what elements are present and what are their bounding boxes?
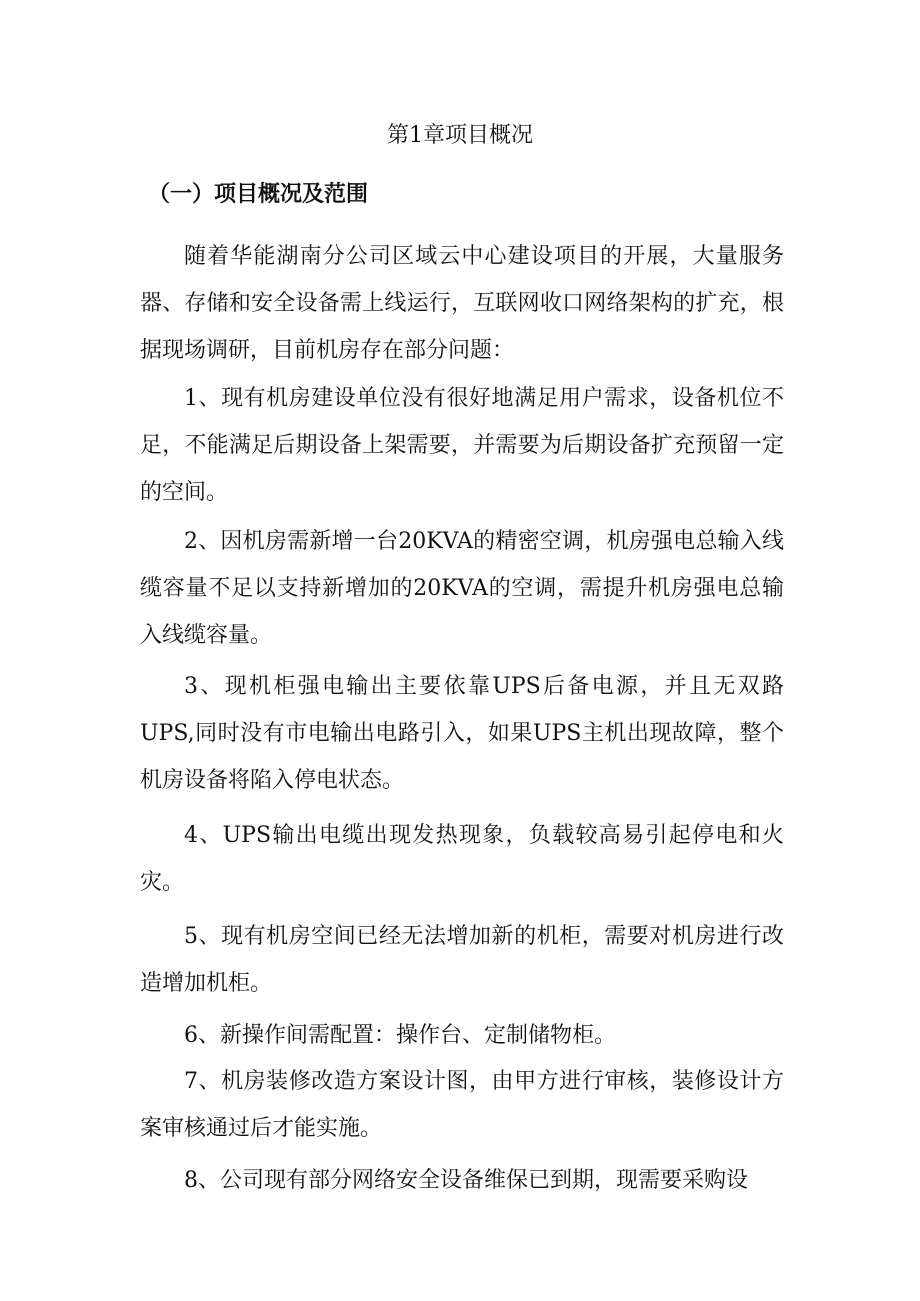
list-item: 6、新操作间需配置：操作台、定制储物柜。 — [184, 1023, 616, 1048]
intro-paragraph: 随着华能湖南分公司区域云中心建设项目的开展，大量服务器、存储和安全设备需上线运行，互联网收口网络架构的扩充，根据现场调研，目前机房存在部分问题： — [140, 244, 784, 363]
list-item: 5、现有机房空间已经无法增加新的机柜，需要对机房进行改造增加机柜。 — [140, 924, 784, 996]
list-item: 4、UPS输出电缆出现发热现象，负载较高易引起停电和火灾。 — [140, 823, 784, 895]
list-item: 2、因机房需新增一台20KVA的精密空调，机房强电总输入线缆容量不足以支持新增加的20KVA的空调，需提升机房强电总输入线缆容量。 — [140, 529, 784, 648]
section-heading: （一）项目概况及范围 — [148, 181, 369, 207]
list-item: 3、现机柜强电输出主要依靠UPS后备电源，并且无双路UPS,同时没有市电输出电路引入，如果UPS主机出现故障，整个机房设备将陷入停电状态。 — [140, 674, 784, 793]
list-item: 1、现有机房建设单位没有很好地满足用户需求，设备机位不足，不能满足后期设备上架需要，并需要为后期设备扩充预留一定的空间。 — [140, 386, 784, 505]
list-item: 7、机房装修改造方案设计图，由甲方进行审核，装修设计方案审核通过后才能实施。 — [140, 1069, 784, 1141]
list-item: 8、公司现有部分网络安全设备维保已到期，现需要采购设 — [184, 1168, 748, 1193]
chapter-title: 第1章项目概况 — [387, 123, 533, 148]
